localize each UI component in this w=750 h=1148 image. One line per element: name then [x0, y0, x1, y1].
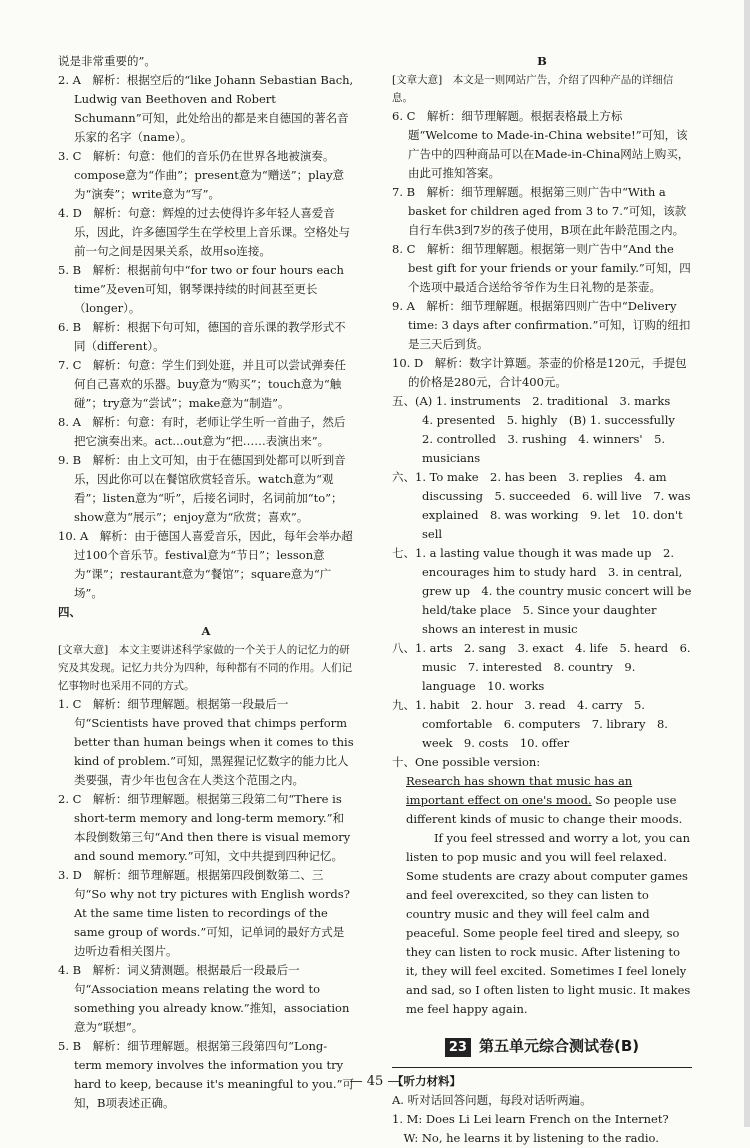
text-line: 六、1. To make 2. has been 3. replies 4. am discussing 5. succeeded 6. will live 7. was explained 8. was working 9. let 10. don't sell [392, 470, 691, 541]
listening-heading: 【听力材料】 [392, 1074, 461, 1088]
text-line: 6. B 解析：根据下句可知，德国的音乐课的教学形式不同（different）。 [58, 320, 346, 353]
text-line: 十、One possible version: [392, 755, 541, 769]
text-line: 4. D 解析：句意：辉煌的过去使得许多年轻人喜爱音乐，因此，许多德国学生在学校里上音乐课。空格处与前一句之间是因果关系，故用so连接。 [58, 206, 350, 258]
text-line: 7. B 解析：细节理解题。根据第三则广告中“With a basket for children aged from 3 to 7.”可知，该款自行车供3到7岁的孩子使用，B项在此年龄范围之内。 [392, 185, 687, 237]
text-line: 9. A 解析：细节理解题。根据第四则广告中“Delivery time: 3 days after confirmation.”可知，订购的纽扣是三天后到货。 [392, 299, 691, 351]
text-line: A [201, 624, 211, 638]
text-line: 5. B 解析：根据前句中“for two or four hours each time”及even可知，钢琴课持续的时间甚至更长（longer）。 [58, 263, 344, 315]
text-line: 6. C 解析：细节理解题。根据表格最上方标题“Welcome to Made-in-China website!”可知，该广告中的四种商品可以在Made-in-China网站上购买，由此可推知答案。 [392, 109, 690, 180]
left-column [58, 52, 354, 1113]
text-line: 4. B 解析：词义猜测题。根据最后一段最后一句“Association means relating the word to something you already know.”推知，association意为“联想”。 [58, 963, 350, 1034]
text-line: 7. C 解析：句意：学生们到处逛，并且可以尝试弹奏任何自己喜欢的乐器。buy意为“购买”；touch意为“触碰”；try意为“尝试”；make意为“制造”。 [58, 358, 346, 410]
text-line: 10. D 解析：数字计算题。茶壶的价格是120元，手提包的价格是280元，合计400元。 [392, 356, 687, 389]
test-number-badge: 23 [445, 1038, 471, 1057]
divider [392, 1067, 692, 1068]
text-line: 3. C 解析：句意：他们的音乐仍在世界各地被演奏。compose意为“作曲”；present意为“赠送”；play意为“演奏”；write意为“写”。 [58, 149, 345, 201]
sample-essay [392, 772, 692, 1019]
test-title [392, 1037, 692, 1057]
text-line: 1. C 解析：细节理解题。根据第一段最后一句“Scientists have proved that chimps perform better than human beings when it comes to this kind of problem.”可知，黑猩猩记忆数字的能力比人类要强，青少年也包含在人类这个范围之内。 [58, 697, 354, 787]
text-line: 五、(A) 1. instruments 2. traditional 3. marks 4. presented 5. highly (B) 1. successfully 2. controlled 3. rushing 4. winners' 5. musicians [392, 394, 687, 465]
answers-section [392, 52, 692, 772]
text-line: 四、 [58, 605, 81, 619]
text-line: 5. B 解析：细节理解题。根据第三段第四句“Long-term memory involves the information you try hard to keep, because it's meaningful to you.”可知，B项表述正确。 [58, 1039, 354, 1110]
essay-topic-sentence: Research has shown that music has an important effect on one's mood. [406, 774, 633, 807]
text-line: [文章大意] 本文是一则网站广告，介绍了四种产品的详细信息。 [392, 74, 674, 104]
right-column [392, 52, 692, 1148]
text-line: 七、1. a lasting value though it was made up 2. encourages him to study hard 3. in central, grew up 4. the country music concert will be held/take place 5. Since your daughter shows an interest in music [392, 546, 692, 636]
page-number: — 45 — [349, 1074, 401, 1089]
text-line: 10. A 解析：由于德国人喜爱音乐，因此，每年会举办超过100个音乐节。festival意为“节日”；lesson意为“课”；restaurant意为“餐馆”；square意为“广场”。 [58, 529, 353, 600]
text-line: 8. A 解析：句意：有时，老师让学生听一首曲子，然后把它演奏出来。act...out意为“把……表演出来”。 [58, 415, 346, 448]
text-line: 8. C 解析：细节理解题。根据第一则广告中“And the best gift for your friends or your family.”可知，四个选项中最适合送给爷爷作为生日礼物的是茶壶。 [392, 242, 691, 294]
page-edge [744, 0, 750, 1127]
listening-line: A. 听对话回答问题，每段对话听两遍。 [392, 1093, 592, 1107]
listening-line: 1. M: Does Li Lei learn French on the Internet? [392, 1112, 669, 1126]
essay-first-paragraph [406, 772, 692, 829]
text-line: B [537, 54, 547, 68]
listening-line: W: No, he learns it by listening to the radio. [392, 1131, 659, 1145]
text-line: 八、1. arts 2. sang 3. exact 4. life 5. heard 6. music 7. interested 8. country 9. language 10. works [392, 641, 691, 693]
text-line: 2. A 解析：根据空后的“like Johann Sebastian Bach, Ludwig van Beethoven and Robert Schumann”可知，此处给出的都是来自德国的著名音乐家的名字（name）。 [58, 73, 354, 144]
text-line: [文章大意] 本文主要讲述科学家做的一个关于人的记忆力的研究及其发现。记忆力共分为四种，每种都有不同的作用。人们记忆事物时也采用不同的方式。 [58, 644, 352, 692]
essay-first-rest: So people use different kinds of music to change their moods. [406, 793, 683, 826]
text-line: 九、1. habit 2. hour 3. read 4. carry 5. comfortable 6. computers 7. library 8. week 9. costs 10. offer [392, 698, 668, 750]
text-line: 9. B 解析：由上文可知，由于在德国到处都可以听到音乐，因此你可以在餐馆欣赏轻音乐。watch意为“观看”；listen意为“听”，后接名词时，名词前加“to”；show意为“展示”；enjoy意为“欣赏；喜欢”。 [58, 453, 346, 524]
text-line: 说是非常重要的”。 [58, 54, 156, 68]
text-line: 3. D 解析：细节理解题。根据第四段倒数第二、三句“So why not try pictures with English words? At the same time listen to recordings of the same group of words.”可知，记单词的最好方式是边听边看相关图片。 [58, 868, 350, 958]
essay-second-paragraph: If you feel stressed and worry a lot, you can listen to pop music and you will feel relaxed. Some students are crazy about computer games and feel overexcited, so they can listen to country music and they will feel calm and peaceful. Some people feel tired and sleepy, so they can listen to rock music. After listening to it, they will feel excited. Sometimes I feel lonely and sad, so I often listen to light music. It makes me feel happy again. [406, 831, 691, 1016]
test-title-text: 第五单元综合测试卷(B) [478, 1037, 640, 1055]
text-line: 2. C 解析：细节理解题。根据第三段第二句“There is short-term memory and long-term memory.”和本段倒数第三句“And then there is visual memory and sound memory.”可知，文中共提到四种记忆。 [58, 792, 351, 863]
